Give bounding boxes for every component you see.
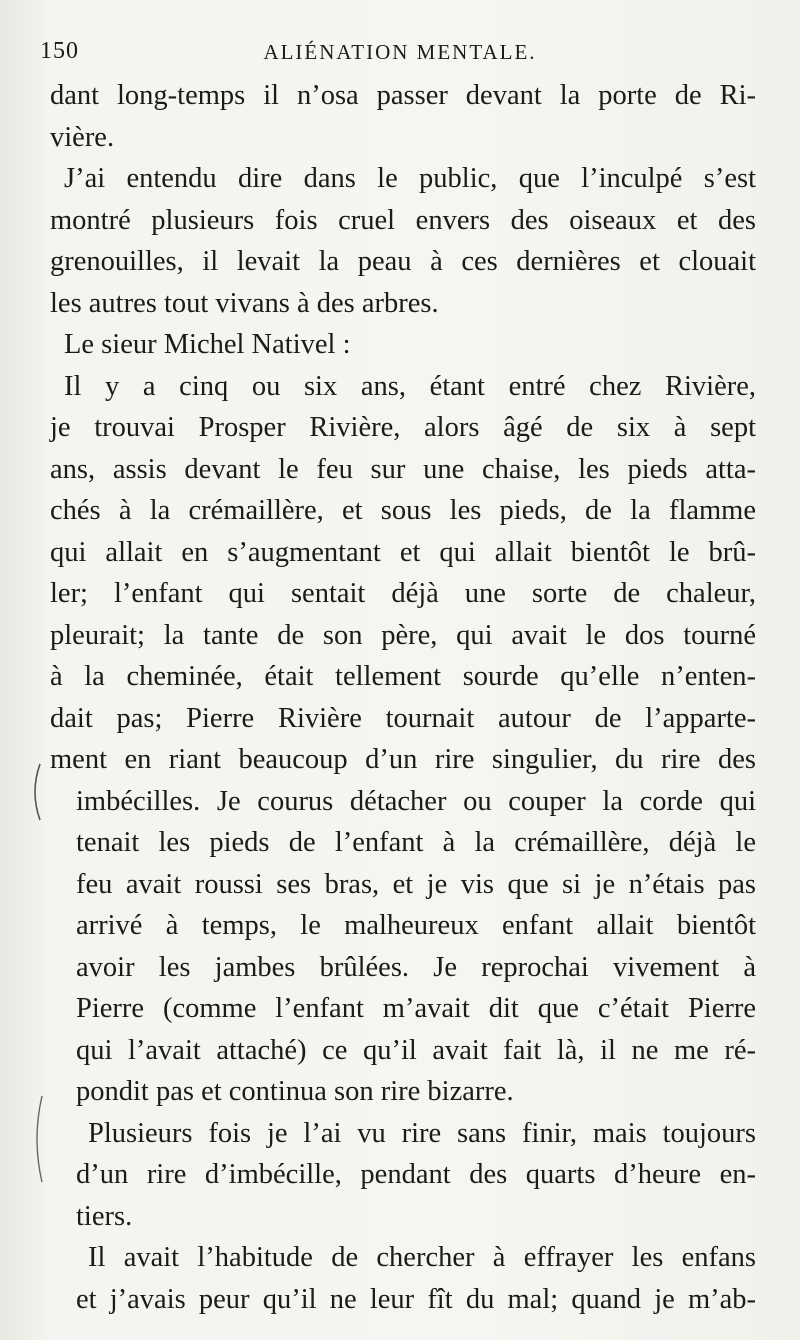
text-line: dait pas; Pierre Rivière tournait autour de l’apparte-	[50, 702, 756, 734]
bracket-icon	[30, 1094, 44, 1184]
text-line: et j’avais peur qu’il ne leur fît du mal; quand je m’ab-	[76, 1283, 756, 1315]
text-line: qui allait en s’augmentant et qui allait bientôt le brû-	[50, 536, 756, 568]
text-line: tiers.	[76, 1200, 133, 1232]
text-line: ler; l’enfant qui sentait déjà une sorte de chaleur,	[50, 578, 756, 609]
text-line: grenouilles, il levait la peau à ces dernières et clouait	[50, 246, 756, 277]
text-line: chés à la crémaillère, et sous les pieds, de la flamme	[50, 495, 756, 526]
text-line: pondit pas et continua son rire bizarre.	[76, 1076, 514, 1107]
text-line: imbécilles. Je courus détacher ou couper la corde qui	[76, 785, 756, 817]
text-line: Plusieurs fois je l’ai vu rire sans finir, mais toujours	[88, 1117, 756, 1149]
text-line: montré plusieurs fois cruel envers des oiseaux et des	[50, 204, 756, 236]
margin-bracket-mark	[30, 1094, 44, 1184]
text-line: Le sieur Michel Nativel :	[64, 329, 351, 360]
page-number: 150	[40, 38, 79, 64]
margin-bracket-mark	[28, 762, 42, 822]
text-line: Il avait l’habitude de chercher à effrayer les enfans	[88, 1242, 756, 1273]
text-line: d’un rire d’imbécille, pendant des quarts d’heure en-	[76, 1159, 756, 1190]
text-line: à la cheminée, était tellement sourde qu’elle n’enten-	[50, 661, 756, 692]
text-line: Pierre (comme l’enfant m’avait dit que c’était Pierre	[76, 993, 756, 1024]
text-line: qui l’avait attaché) ce qu’il avait fait là, il ne me ré-	[76, 1034, 756, 1066]
text-line: ment en riant beaucoup d’un rire singulier, du rire des	[50, 744, 756, 775]
text-line: les autres tout vivans à des arbres.	[50, 287, 439, 319]
text-line: je trouvai Prosper Rivière, alors âgé de six à sept	[50, 412, 756, 443]
text-line: J’ai entendu dire dans le public, que l’inculpé s’est	[64, 163, 756, 194]
bracket-icon	[28, 762, 42, 822]
text-line: avoir les jambes brûlées. Je reprochai vivement à	[76, 951, 756, 983]
text-line: ans, assis devant le feu sur une chaise, les pieds atta-	[50, 453, 756, 485]
text-line: arrivé à temps, le malheureux enfant allait bientôt	[76, 910, 756, 941]
running-title: ALIÉNATION MENTALE.	[263, 40, 537, 64]
text-line: tenait les pieds de l’enfant à la crémaillère, déjà le	[76, 827, 756, 858]
text-line: vière.	[50, 121, 115, 153]
page-header	[40, 34, 760, 74]
text-line: Il y a cinq ou six ans, étant entré chez Rivière,	[64, 370, 756, 402]
text-line: feu avait roussi ses bras, et je vis que si je n’étais pas	[76, 868, 756, 900]
body-text	[50, 75, 756, 1320]
text-line: dant long-temps il n’osa passer devant la porte de Ri-	[50, 80, 756, 111]
text-line: pleurait; la tante de son père, qui avait le dos tourné	[50, 619, 756, 651]
